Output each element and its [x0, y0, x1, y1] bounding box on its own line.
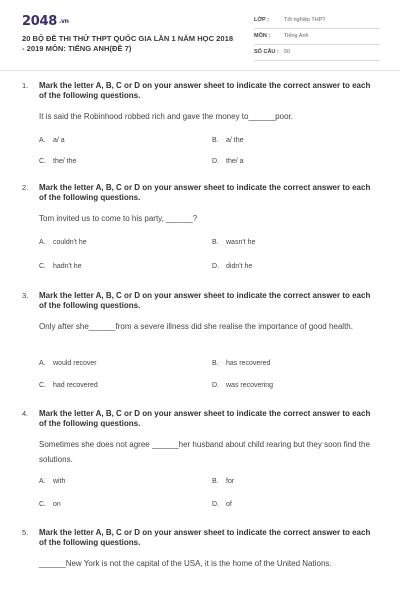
question-number: 5. — [22, 528, 29, 537]
option-d[interactable]: D. was recovering — [212, 382, 274, 389]
question-number: 4. — [22, 409, 29, 418]
document-title: 20 BỘ ĐỀ THI THỬ THPT QUỐC GIA LẦN 1 NĂM HỌC 2018 - 2019 MÔN: TIẾNG ANH(ĐỀ 7) — [22, 34, 234, 53]
question-stem: It is said the Robinhood robbed rich and gave the money to______poor. — [39, 112, 293, 121]
logo-text: 2048 — [22, 14, 57, 29]
option-a[interactable]: A. a/ a — [39, 137, 65, 144]
option-b[interactable]: B. a/ the — [212, 137, 244, 144]
option-c[interactable]: C. on — [39, 501, 61, 508]
question-instruction: Mark the letter A, B, C or D on your answer sheet to indicate the correct answer to each of the following questions. — [39, 291, 371, 310]
question-stem: Only after she______from a severe illness did she realise the importance of good health. — [39, 322, 353, 331]
question-number: 2. — [22, 183, 29, 192]
document-header — [0, 0, 400, 70]
option-b[interactable]: B. wasn't he — [212, 239, 256, 246]
option-a[interactable]: A. with — [39, 478, 66, 485]
question-number: 3. — [22, 291, 29, 300]
option-d[interactable]: D. of — [212, 501, 232, 508]
question-number: 1. — [22, 81, 29, 90]
option-d[interactable]: D. didn't he — [212, 263, 253, 270]
meta-label: LỚP : — [254, 17, 269, 23]
site-logo[interactable] — [22, 14, 69, 29]
question-stem: ______New York is not the capital of the USA, it is the home of the United Nations. — [39, 559, 332, 568]
question-stem: Sometimes she does not agree ______her husband about child rearing but they soon find the solutions. — [39, 440, 370, 464]
option-a[interactable]: A. would recover — [39, 360, 97, 367]
meta-row-subject — [254, 31, 380, 45]
question-stem: Tom invited us to come to his party, ______? — [39, 214, 198, 223]
meta-value: Tiếng Anh — [284, 33, 309, 39]
option-c[interactable]: C. had recovered — [39, 382, 98, 389]
option-b[interactable]: B. has recovered — [212, 360, 271, 367]
meta-row-count — [254, 47, 380, 61]
option-d[interactable]: D. the/ a — [212, 158, 244, 165]
question-instruction: Mark the letter A, B, C or D on your answer sheet to indicate the correct answer to each of the following questions. — [39, 409, 371, 428]
option-a[interactable]: A. couldn't he — [39, 239, 87, 246]
question-instruction: Mark the letter A, B, C or D on your answer sheet to indicate the correct answer to each of the following questions. — [39, 183, 371, 202]
question-instruction: Mark the letter A, B, C or D on your answer sheet to indicate the correct answer to each of the following questions. — [39, 528, 371, 547]
meta-label: SỐ CÂU : — [254, 49, 279, 55]
exam-meta — [254, 15, 380, 63]
question-instruction: Mark the letter A, B, C or D on your answer sheet to indicate the correct answer to each of the following questions. — [39, 81, 371, 100]
meta-label: MÔN : — [254, 33, 271, 39]
option-b[interactable]: B. for — [212, 478, 235, 485]
header-divider — [0, 70, 400, 71]
meta-row-class — [254, 15, 380, 29]
logo-suffix: .vn — [58, 18, 69, 25]
meta-value: 50 — [284, 49, 291, 55]
meta-value: Tốt nghiệp THPT — [284, 17, 326, 23]
option-c[interactable]: C. the/ the — [39, 158, 77, 165]
option-c[interactable]: C. hadn't he — [39, 263, 82, 270]
